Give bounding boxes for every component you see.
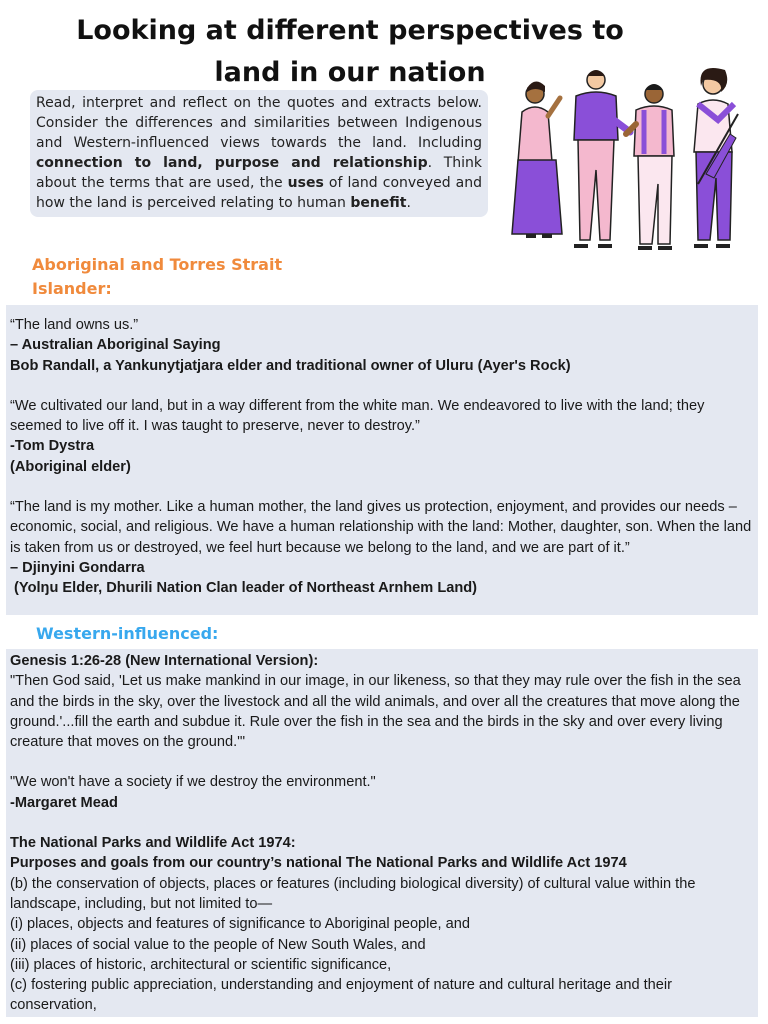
group-of-people-illustration <box>508 64 758 264</box>
person-4-figure <box>694 68 738 246</box>
intro-bold-uses: uses <box>287 175 324 191</box>
mead-quote-author: -Margaret Mead <box>10 794 118 811</box>
aboriginal-quotes-panel <box>6 305 758 615</box>
quote-1-source: – Australian Aboriginal Saying <box>10 337 221 354</box>
quote-1-attribution: Bob Randall, a Yankunytjatjara elder and traditional owner of Uluru (Ayer's Rock) <box>10 357 571 374</box>
person-3-figure <box>626 84 674 248</box>
act-title: The National Parks and Wildlife Act 1974: <box>10 835 296 852</box>
act-subtitle: Purposes and goals from our country’s national The National Parks and Wildlife Act 1974 <box>10 855 627 872</box>
western-quotes-panel <box>6 649 758 1017</box>
quote-3-author: – Djinyini Gondarra <box>10 559 145 576</box>
act-item-b: (b) the conservation of objects, places or features (including biological diversity) of cultural value within the landscape, including, but not limited to— <box>10 875 696 912</box>
act-item-c: (c) fostering public appreciation, understanding and enjoyment of nature and cultural heritage and their conservation, <box>10 977 672 1014</box>
page-title-line-1: Looking at different perspectives to <box>76 15 624 46</box>
intro-bold-connection: connection to land, purpose and relationship <box>36 155 428 171</box>
quote-2-text: “We cultivated our land, but in a way different from the white man. We endeavored to live with the land; they seemed to live off it. I was taught to preserve, never to destroy.” <box>10 397 705 435</box>
quote-3-role: (Yolŋu Elder, Dhurili Nation Clan leader of Northeast Arnhem Land) <box>10 580 478 597</box>
intro-text-1: Read, interpret and reflect on the quotes and extracts below. Consider the differences and similarities between Indigenous and Western-influenced views towards the land. Including <box>36 95 482 151</box>
act-item-iii: (iii) places of historic, architectural or scientific significance, <box>10 956 392 973</box>
quote-2-author: -Tom Dystra <box>10 438 95 455</box>
quote-2-role: (Aboriginal elder) <box>10 458 131 475</box>
intro-text-3: of land conveyed and how the land is perceived relating to human <box>36 175 483 211</box>
genesis-text: "Then God said, 'Let us make mankind in our image, in our likeness, so that they may rule over the fish in the sea and the birds in the sky, over the livestock and all the wild animals, and over all the creatures that move along the ground.'...fill the earth and subdue it. Rule over the fish in the sea and the birds in the sky and over every living creature that moves on the ground.'" <box>10 673 741 751</box>
intro-text-2: . Think about the terms that are used, the <box>36 155 483 191</box>
aboriginal-section-heading: Aboriginal and Torres Strait Islander: <box>32 255 283 298</box>
quote-1-text: “The land owns us.” <box>10 317 139 333</box>
person-1-figure <box>512 81 562 236</box>
intro-bold-benefit: benefit <box>350 195 407 211</box>
act-item-ii: (ii) places of social value to the people of New South Wales, and <box>10 936 426 953</box>
act-item-i: (i) places, objects and features of significance to Aboriginal people, and <box>10 916 470 933</box>
mead-quote-text: "We won't have a society if we destroy the environment." <box>10 774 376 791</box>
genesis-reference: Genesis 1:26-28 (New International Version): <box>10 653 319 669</box>
page-title-line-2: land in our nation <box>214 57 486 88</box>
intro-text-4: . <box>406 195 411 211</box>
western-section-heading: Western-influenced: <box>36 624 219 643</box>
quote-3-text: “The land is my mother. Like a human mother, the land gives us protection, enjoyment, and provides our needs – economic, social, and religious. We have a human relationship with the land: Mother, daughter, son. When the land is taken from us or destroyed, we feel hurt because we belong to the land, and we are part of it.” <box>10 499 752 556</box>
person-2-figure <box>574 70 630 246</box>
intro-box <box>30 90 488 217</box>
